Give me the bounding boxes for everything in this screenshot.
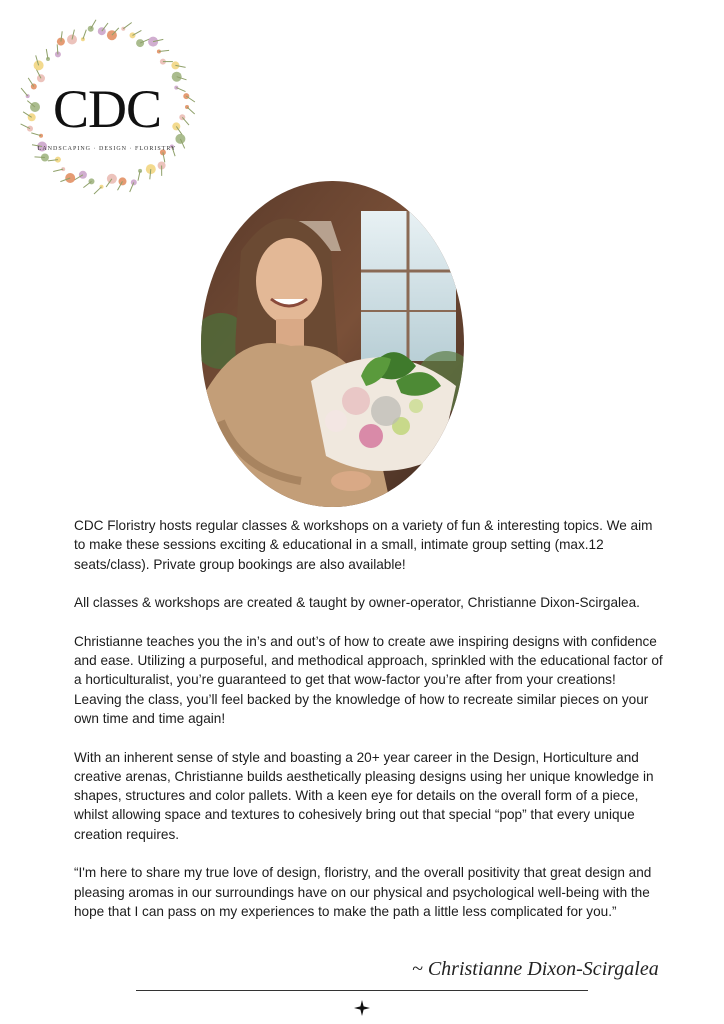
cdc-logo bbox=[12, 12, 202, 202]
star-ornament-icon bbox=[354, 1000, 370, 1016]
intro-paragraph: CDC Floristry hosts regular classes & workshops on a variety of fun & interesting topics. We aim to make these sessions exciting & educational in a small, intimate group setting (max.12 seats/class). Private group bookings are also available! bbox=[74, 518, 653, 572]
wreath-stem bbox=[35, 157, 45, 158]
wreath-stem bbox=[57, 44, 58, 54]
quote-paragraph: “I'm here to share my true love of design, floristry, and the overall positivity that great design and pleasing aromas in our surroundings have on our physical and psychological well-being with the hope that I can pass on my experiences to make the path a little less complicated for you.” bbox=[74, 865, 652, 919]
portrait-photo bbox=[201, 181, 464, 507]
wreath-flower bbox=[130, 32, 136, 38]
signature: ~ Christianne Dixon-Scirgalea bbox=[412, 958, 659, 980]
logo-letters: CDC bbox=[52, 79, 162, 139]
teaching-paragraph: Christianne teaches you the in’s and out’s of how to create awe inspiring designs with confidence and ease. Utilizing a purposeful, and methodical approach, sprinkled with the educational factor of a horticulturalist, you’re guaranteed to get that wow-factor you’re after from your creations! Leaving the class, you’ll feel backed by the knowledge of how to recreate similar pieces on your own time and time again! bbox=[74, 633, 663, 726]
body-text bbox=[74, 516, 664, 941]
divider-line bbox=[136, 990, 588, 991]
style-paragraph: With an inherent sense of style and boasting a 20+ year career in the Design, Horticulture and creative arenas, Christianne builds aesthetically pleasing designs using her unique knowledge in shapes, structures and color pallets. With a keen eye for details on the overall form of a piece, whilst allowing space and textures to cohesively bring out that special “pop” that every unique creation requires. bbox=[74, 749, 654, 842]
logo-tagline: LANDSCAPING · DESIGN · FLORISTRY bbox=[37, 146, 177, 152]
owner-paragraph: All classes & workshops are created & taught by owner-operator, Christianne Dixon-Scirgalea. bbox=[74, 595, 640, 611]
